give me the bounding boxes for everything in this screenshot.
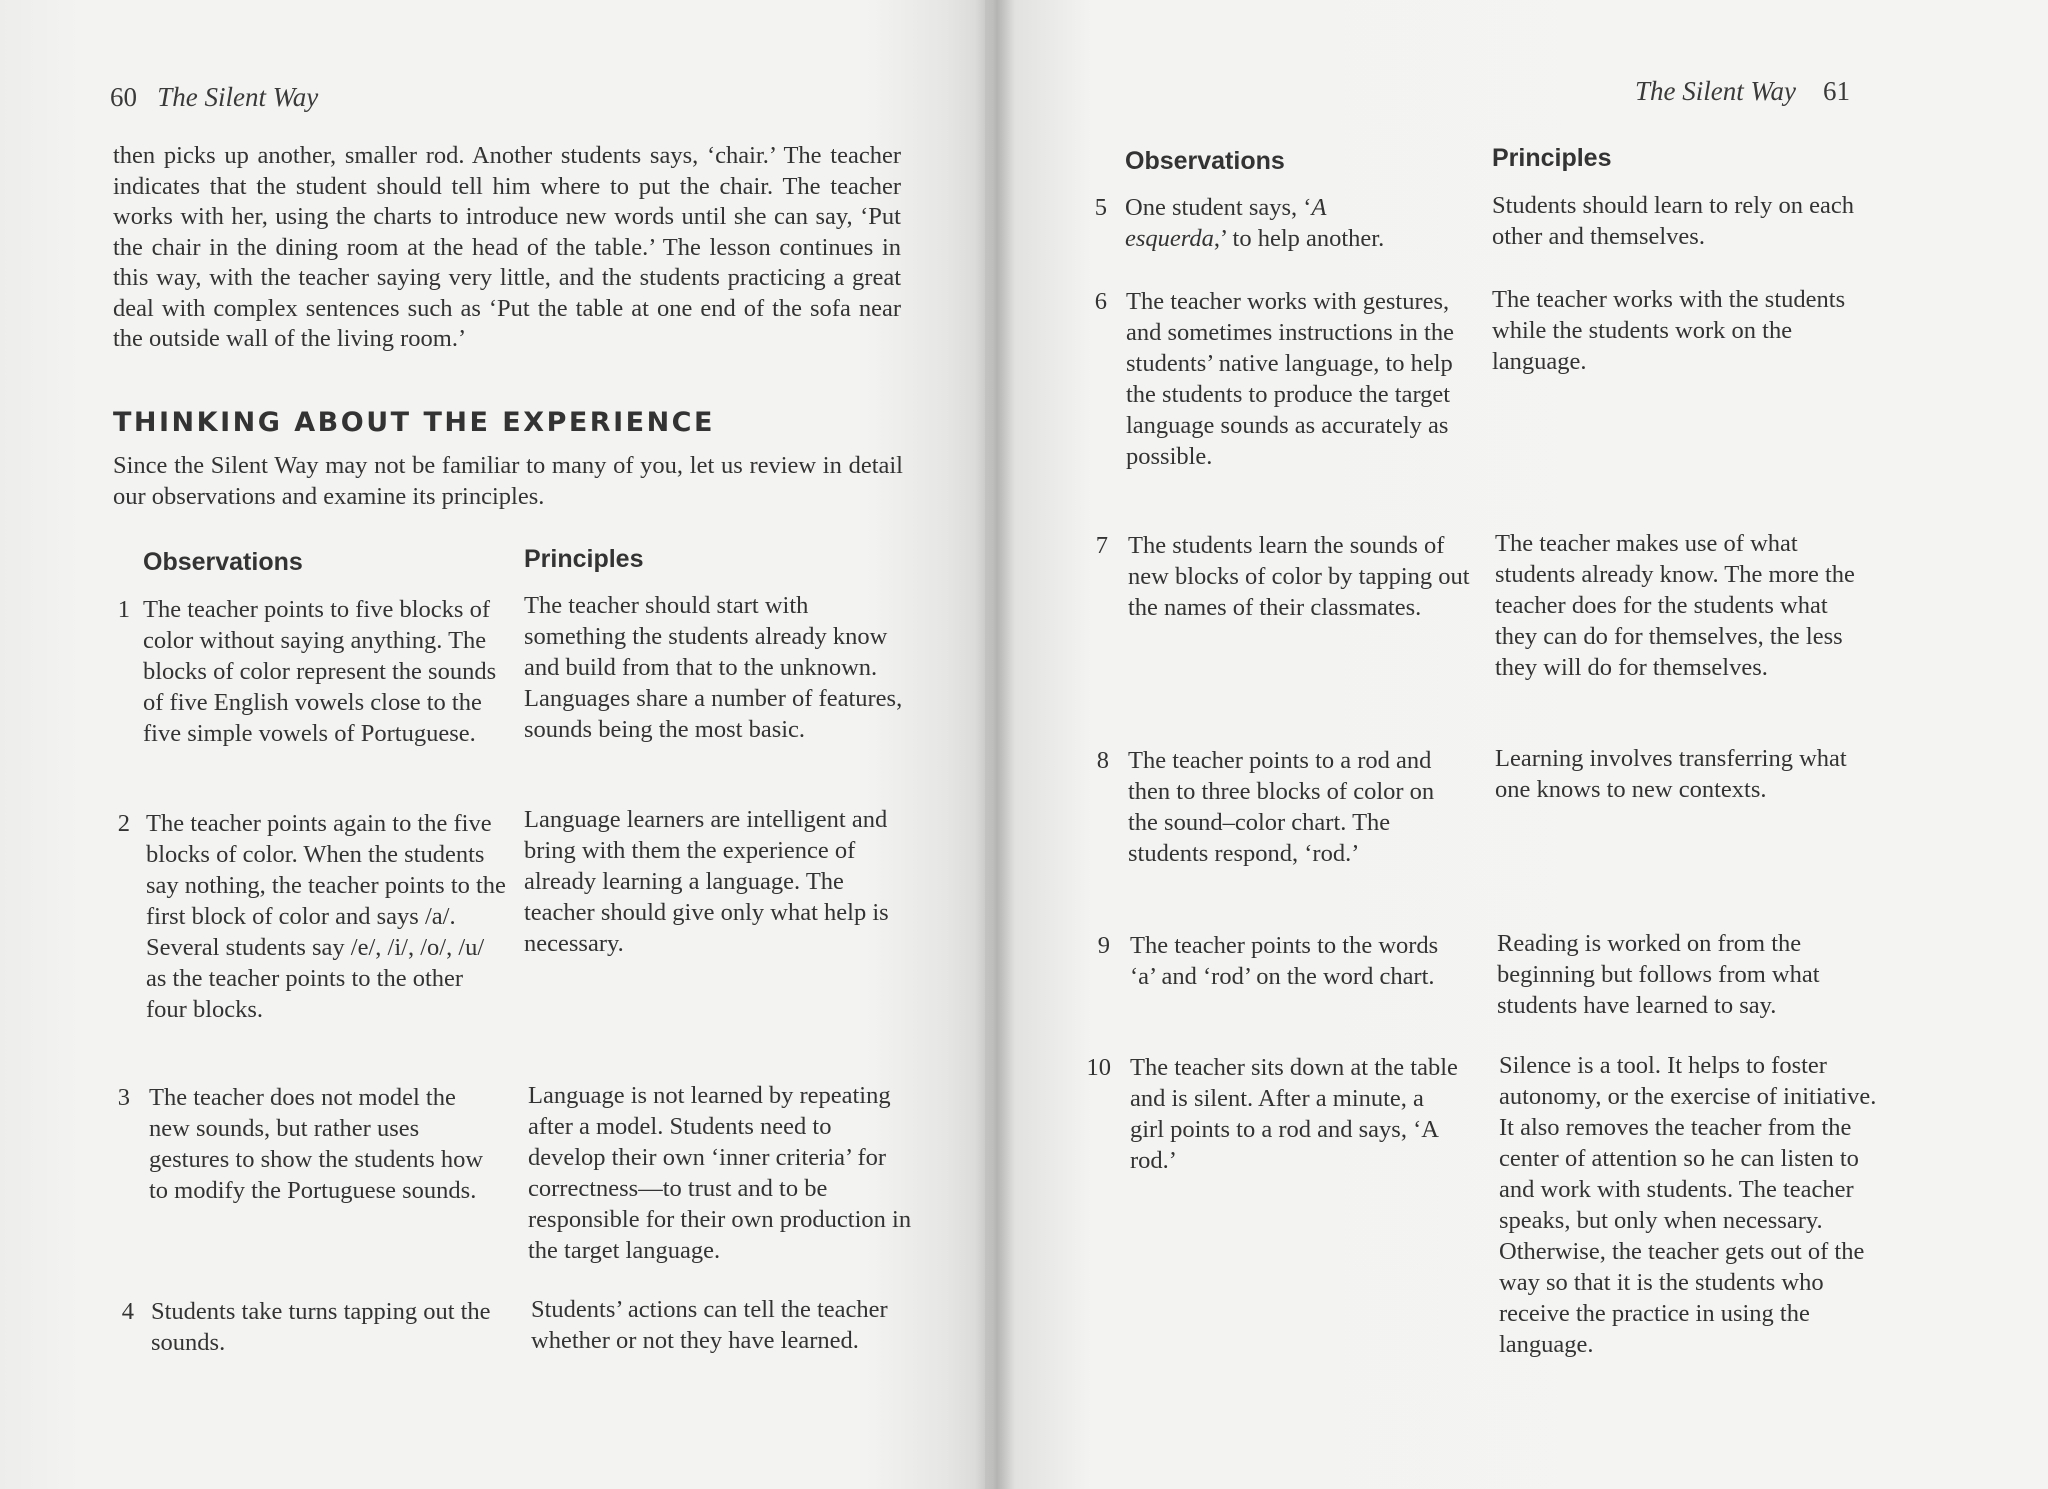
item-number: 8 xyxy=(1096,747,1109,774)
principles-heading-right: Principles xyxy=(1492,144,1612,172)
principle-text: Language is not learned by repeating after a model. Students need to develop their own ‘inner criteria’ for correctness—to trust and to be responsible for their own production in the target language. xyxy=(528,1082,912,1264)
item-number: 10 xyxy=(1086,1054,1111,1081)
item-number: 3 xyxy=(117,1084,130,1111)
right-running-head xyxy=(1635,76,1850,107)
principle-text: Silence is a tool. It helps to foster autonomy, or the exercise of initiative. It also removes the teacher from the center of attention so he can listen to and work with students. The teacher speaks, but only when necessary. Otherwise, the teacher gets out of the way so that it is the students who receive the practice in using the language. xyxy=(1499,1052,1877,1358)
observation-text: The teacher sits down at the table and is silent. After a minute, a girl points to a rod and says, ‘A rod.’ xyxy=(1130,1054,1458,1174)
observation-text xyxy=(1125,192,1405,254)
item-number: 9 xyxy=(1097,932,1110,959)
principle-text: Learning involves transferring what one knows to new contexts. xyxy=(1495,745,1847,803)
principle-text: Students’ actions can tell the teacher whether or not they have learned. xyxy=(531,1296,888,1354)
observation-text: The teacher points again to the five blocks of color. When the students say nothing, the teacher points to the first block of color and says /a/. Several students say /e/, /i/, /o/, /u/ as the teacher points to the other four blocks. xyxy=(146,810,506,1023)
observation-prefix: One student says, ‘ xyxy=(1125,194,1312,221)
principle-text: Students should learn to rely on each other and themselves. xyxy=(1492,192,1854,250)
item-number: 4 xyxy=(121,1298,134,1325)
observation-text: The teacher points to five blocks of color without saying anything. The blocks of color represent the sounds of five English vowels close to the five simple vowels of Portuguese. xyxy=(143,596,497,747)
observations-heading-left: Observations xyxy=(143,548,303,576)
item-number: 6 xyxy=(1094,288,1107,315)
left-page xyxy=(0,0,985,1489)
book-gutter-shadow xyxy=(975,0,1015,1489)
observations-heading-right: Observations xyxy=(1125,147,1285,175)
section-heading: THINKING ABOUT THE EXPERIENCE xyxy=(113,407,715,438)
left-running-title: The Silent Way xyxy=(157,82,319,112)
left-running-head xyxy=(110,82,318,113)
principle-text: Language learners are intelligent and bring with them the experience of already learning a language. The teacher should give only what help is necessary. xyxy=(524,806,889,957)
intro-paragraph: then picks up another, smaller rod. Another students says, ‘chair.’ The teacher indicates that the student should tell him where to put the chair. The teacher works with her, using the charts to introduce new words until she can say, ‘Put the chair in the dining room at the head of the table.’ The lesson continues in this way, with the teacher saying very little, and the students practicing a great deal with complex sentences such as ‘Put the table at one end of the sofa near the outside wall of the living room.’ xyxy=(113,142,901,352)
left-page-number: 60 xyxy=(110,82,137,112)
right-page-number: 61 xyxy=(1823,76,1850,106)
observation-text: Students take turns tapping out the sounds. xyxy=(151,1298,491,1356)
item-number: 2 xyxy=(117,810,130,837)
observation-text: The teacher does not model the new sounds, but rather uses gestures to show the students how to modify the Portuguese sounds. xyxy=(149,1084,484,1204)
principle-text: The teacher should start with something the students already know and build from that to the unknown. Languages share a number of features, sounds being the most basic. xyxy=(524,592,903,743)
right-running-title: The Silent Way xyxy=(1635,76,1796,106)
principle-text: The teacher works with the students while the students work on the language. xyxy=(1492,286,1846,375)
item-number: 1 xyxy=(117,596,130,623)
observation-italic: A esquerda xyxy=(1125,194,1326,252)
observation-text: The teacher works with gestures, and sometimes instructions in the students’ native language, to help the students to produce the target language sounds as accurately as possible. xyxy=(1126,288,1454,470)
principle-text: The teacher makes use of what students already know. The more the teacher does for the students what they can do for themselves, the less they will do for themselves. xyxy=(1495,530,1855,681)
principle-text: Reading is worked on from the beginning but follows from what students have learned to say. xyxy=(1497,930,1820,1019)
item-number: 7 xyxy=(1095,532,1108,559)
observation-text: The teacher points to a rod and then to three blocks of color on the sound–color chart. The students respond, ‘rod.’ xyxy=(1128,747,1435,867)
right-page xyxy=(985,0,2048,1489)
section-intro: Since the Silent Way may not be familiar to many of you, let us review in detail our observations and examine its principles. xyxy=(113,452,903,510)
observation-text: The students learn the sounds of new blocks of color by tapping out the names of their classmates. xyxy=(1128,532,1470,621)
item-number: 5 xyxy=(1094,194,1107,221)
principles-heading-left: Principles xyxy=(524,545,644,573)
observation-text: The teacher points to the words ‘a’ and ‘rod’ on the word chart. xyxy=(1130,932,1439,990)
observation-suffix: ,’ to help another. xyxy=(1213,225,1385,252)
